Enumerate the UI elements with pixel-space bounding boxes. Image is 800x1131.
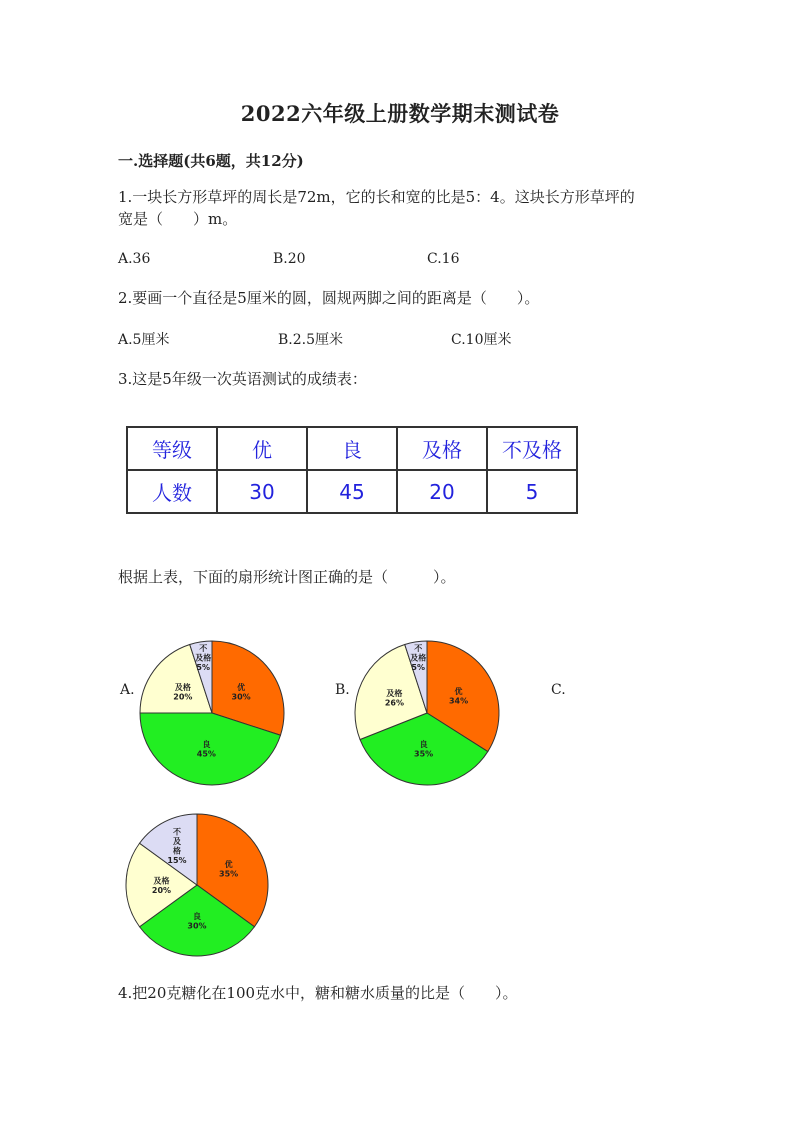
pie-label-fail: 不及格 5% bbox=[195, 644, 212, 673]
question-2-option-c: C.10厘米 bbox=[451, 332, 512, 348]
question-3-text: 3.这是5年级一次英语测试的成绩表： bbox=[118, 370, 367, 388]
question-1-line-2: 宽是（ ）m。 bbox=[118, 210, 238, 228]
question-1-option-a: A.36 bbox=[118, 251, 151, 267]
section-heading: 一.选择题(共6题，共12分) bbox=[118, 152, 304, 170]
question-2-text: 2.要画一个直径是5厘米的圆，圆规两脚之间的距离是（ ）。 bbox=[118, 289, 540, 307]
question-1-line-1: 1.一块长方形草坪的周长是72m，它的长和宽的比是5：4。这块长方形草坪的 bbox=[118, 188, 635, 206]
table-cell: 人数 bbox=[127, 470, 217, 513]
table-cell: 等级 bbox=[127, 427, 217, 470]
table-cell: 优 bbox=[217, 427, 307, 470]
pie-chart-a bbox=[138, 639, 286, 787]
table-cell: 及格 bbox=[397, 427, 487, 470]
pie-option-c-label: C. bbox=[551, 682, 566, 698]
page-title: 2022六年级上册数学期末测试卷 bbox=[240, 101, 560, 126]
pie-chart-c bbox=[124, 812, 270, 958]
score-table-data-row bbox=[127, 470, 577, 513]
pie-label-excellent: 优 35% bbox=[219, 860, 239, 879]
question-1-option-b: B.20 bbox=[273, 251, 306, 267]
table-cell: 30 bbox=[217, 470, 307, 513]
pie-label-good: 良 35% bbox=[414, 740, 434, 759]
pie-option-b-label: B. bbox=[335, 682, 350, 698]
pie-chart-b bbox=[353, 639, 501, 787]
score-table bbox=[126, 426, 578, 514]
question-2-option-b: B.2.5厘米 bbox=[278, 332, 344, 348]
table-cell: 45 bbox=[307, 470, 397, 513]
pie-label-fail: 不及格 5% bbox=[410, 644, 427, 673]
pie-label-good: 良 30% bbox=[187, 911, 207, 931]
pie-label-excellent: 优 30% bbox=[231, 683, 251, 702]
pie-option-a-label: A. bbox=[120, 682, 135, 698]
pie-label-good: 良 45% bbox=[196, 739, 216, 759]
pie-label-pass: 及格 26% bbox=[384, 688, 405, 708]
score-table-header-row bbox=[127, 427, 577, 470]
table-cell: 不及格 bbox=[487, 427, 577, 470]
table-cell: 5 bbox=[487, 470, 577, 513]
question-4-text: 4.把20克糖化在100克水中，糖和糖水质量的比是（ ）。 bbox=[118, 984, 518, 1002]
question-3-prompt: 根据上表，下面的扇形统计图正确的是（ ）。 bbox=[118, 568, 456, 586]
pie-label-fail: 不及格 15% bbox=[167, 827, 187, 866]
pie-label-excellent: 优 34% bbox=[448, 686, 469, 706]
table-cell: 20 bbox=[397, 470, 487, 513]
question-1-option-c: C.16 bbox=[427, 251, 460, 267]
pie-label-pass: 及格 20% bbox=[151, 876, 172, 895]
question-2-option-a: A.5厘米 bbox=[118, 332, 170, 348]
pie-label-pass: 及格 20% bbox=[173, 683, 193, 702]
table-cell: 良 bbox=[307, 427, 397, 470]
